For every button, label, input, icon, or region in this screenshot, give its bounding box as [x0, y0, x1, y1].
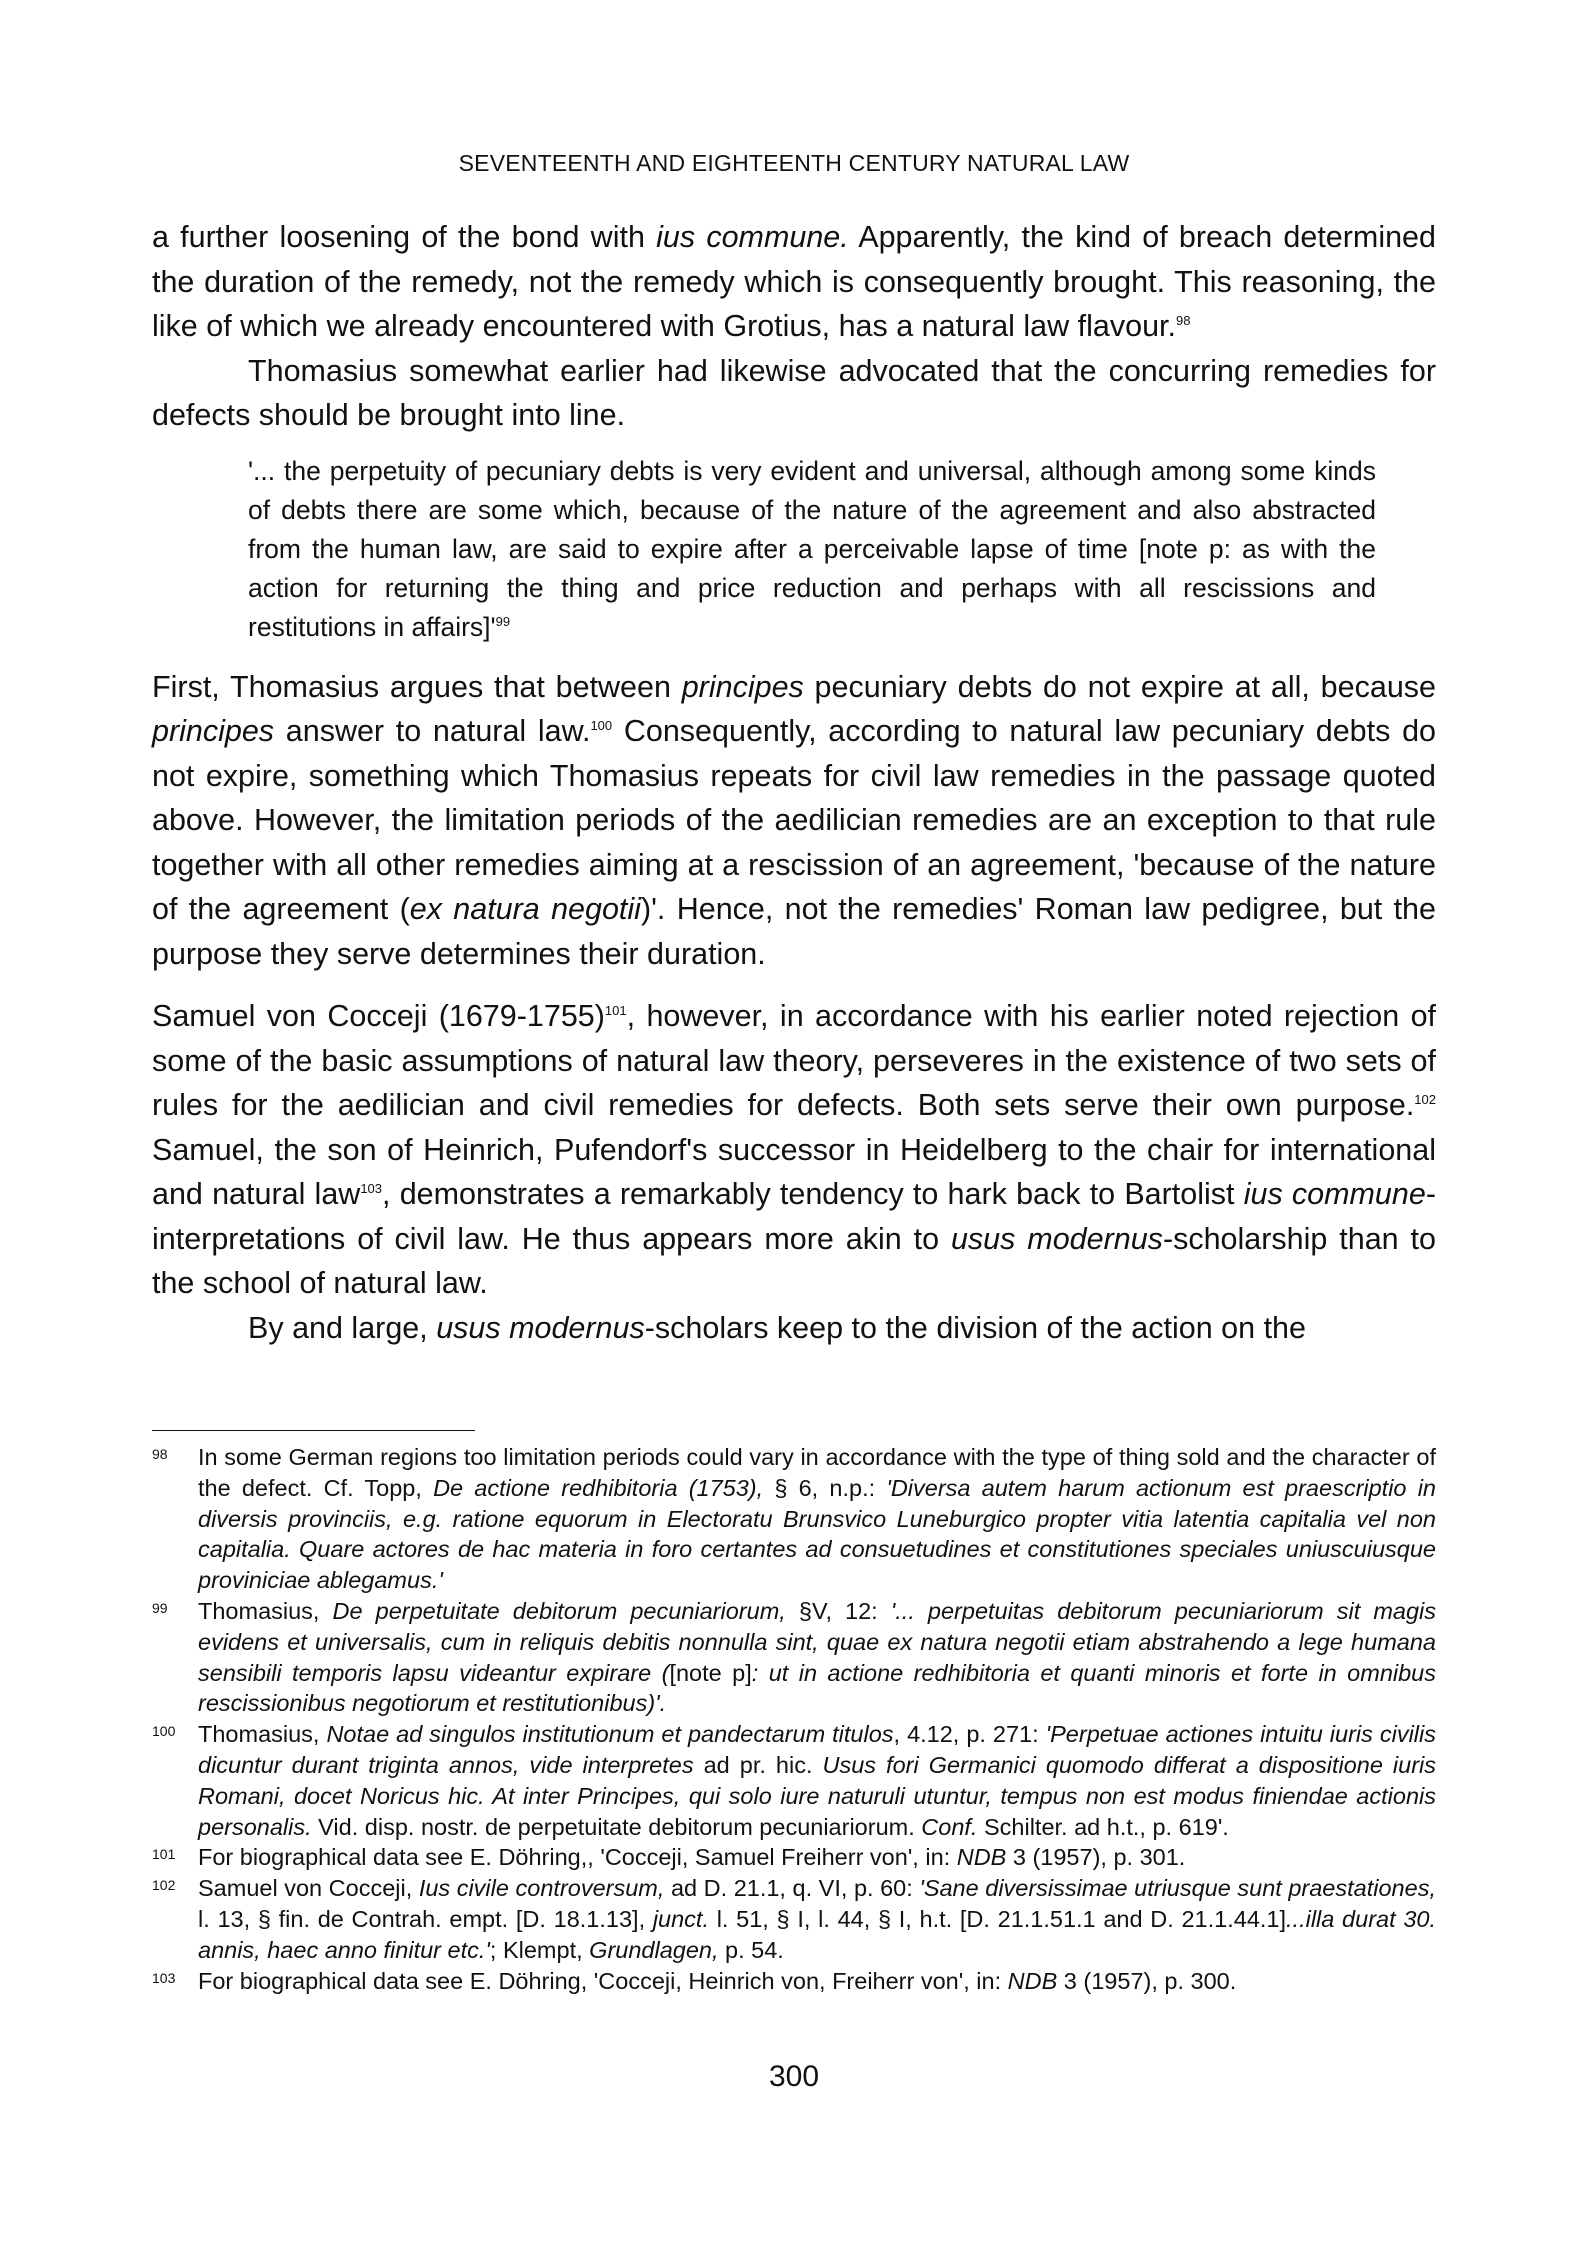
footnote-ref: 102 — [1414, 1091, 1436, 1107]
italic-text: De perpetuitate debitorum pecuniariorum, — [332, 1597, 786, 1624]
text-run: )'. Hence, not the remedies' Roman law pedigree, but the purpose they serve determines their duration. — [152, 892, 1436, 971]
italic-text: Grundlagen, — [589, 1936, 719, 1963]
italic-text: ius commune. — [656, 220, 849, 254]
italic-text: '... perpetuitas debitorum pecuniariorum sit magis evidens et universalis, cum in reliquis debitis nonnulla sint, quae ex natura negotii etiam abstrahendo a lege humana sensibili temporis lapsu videantur expirare ( — [198, 1597, 1437, 1686]
italic-text: 'Diversa autem harum actionum est praescriptio in diversis provinciis, e.g. ratione equorum in Electoratu Brunsvico Luneburgico propter vitia latentia capitalia vel non capitalia. Quare actores de hac materia in foro certantes ad consuetudines et constitutiones speciales uniuscuiusque proviniciae ablegamus.' — [198, 1474, 1436, 1594]
footnote-number: 101 — [152, 1846, 176, 1863]
text-run: Vid. disp. nostr. de perpetuitate debitorum pecuniariorum. — [311, 1813, 922, 1840]
text-run: For biographical data see E. Döhring,, 'Cocceji, Samuel Freiherr von', in: — [198, 1844, 957, 1871]
italic-text: usus modernus — [436, 1310, 645, 1345]
text-run: ad D. 21.1, q. VI, p. 60: — [664, 1875, 920, 1902]
footnote — [152, 1966, 1436, 1997]
italic-text: junct. — [652, 1905, 709, 1932]
text-run: Thomasius, — [198, 1721, 327, 1748]
running-header: SEVENTEENTH AND EIGHTEENTH CENTURY NATURAL LAW — [458, 150, 1130, 176]
footnote-number: 102 — [152, 1877, 176, 1894]
italic-text: Usus fori Germanici quomodo differat a dispositione iuris Romani, docet Noricus hic. At inter Principes, qui solo iure naturuli utuntur, tempus non est modus finiendae actionis personalis. — [198, 1751, 1437, 1840]
text-run: § 6, n.p.: — [763, 1474, 887, 1501]
text-run: ; Klempt, — [489, 1936, 590, 1963]
main-text — [152, 215, 1436, 1350]
italic-text: 'Perpetuae actiones intuitu iuris civilis dicuntur durant triginta annos, vide interpretes — [198, 1721, 1436, 1778]
italic-text: : ut in actione redhibitoria et quanti minoris et forte in omnibus rescissionibus negotiorum et restitutionibus)'. — [198, 1659, 1436, 1717]
text-run: answer to natural law. — [274, 714, 591, 748]
footnote — [152, 1873, 1436, 1965]
footnote-ref: 103 — [360, 1180, 383, 1196]
page-number: 300 — [768, 2060, 820, 2093]
paragraph — [152, 349, 1436, 438]
text-run: -scholarship than to the school of natural law. — [152, 1221, 1436, 1300]
text-run: , however, in accordance with his earlier noted rejection of some of the basic assumptions of natural law theory, perseveres in the existence of two sets of rules for the aedilician and civil remedies for defects. Both sets serve their own purpose. — [152, 999, 1437, 1122]
text-run: Schilter. ad h.t., p. 619'. — [977, 1813, 1229, 1840]
italic-text: Ius civile controversum, — [418, 1875, 665, 1902]
text-run: -scholars keep to the division of the action on the — [644, 1310, 1306, 1345]
text-run: l. 51, § I, l. 44, § I, h.t. [D. 21.1.51.1 and D. 21.1.44.1] — [708, 1905, 1287, 1932]
text-run: l. 13, § fin. de Contrah. empt. [D. 18.1.13], — [198, 1905, 653, 1932]
footnote-number: 99 — [152, 1599, 168, 1616]
italic-text: 'Sane diversissimae utriusque sunt praestationes, — [919, 1875, 1436, 1902]
paragraph — [152, 994, 1436, 1306]
text-run: -interpretations of civil law. He thus appears more akin to — [152, 1177, 1436, 1256]
text-run: Consequently, according to natural law pecuniary debts do not expire, something which Thomasius repeats for civil law remedies in the passage quoted above. However, the limitation periods of the aedilician remedies are an exception to that rule together with all other remedies aiming at a rescission of an agreement, 'because of the nature of the agreement ( — [152, 714, 1436, 926]
italic-text: usus modernus — [950, 1221, 1163, 1256]
text-run: [note p] — [669, 1659, 752, 1686]
text-run: '... the perpetuity of pecuniary debts is very evident and universal, although among some kinds of debts there are some which, because of the nature of the agreement and also abstracted from the human law, are said to expire after a perceivable lapse of time [note p: as with the action for returning the thing and price reduction and perhaps with all rescissions and restitutions in affairs]' — [248, 455, 1376, 642]
footnotes — [152, 1442, 1436, 1996]
text-run: Samuel von Cocceji, — [198, 1875, 419, 1902]
italic-text: NDB — [1007, 1967, 1058, 1994]
text-run: Samuel von Cocceji (1679-1755) — [152, 999, 605, 1033]
italic-text: ius commune — [1243, 1177, 1426, 1211]
footnote-text — [198, 1966, 1436, 1997]
italic-text: ex natura negotii — [409, 892, 641, 926]
text-run: a further loosening of the bond with — [152, 220, 657, 254]
footnote — [152, 1442, 1436, 1596]
italic-text: De actione redhibitoria (1753), — [433, 1474, 764, 1501]
text-run: For biographical data see E. Döhring, 'Cocceji, Heinrich von, Freiherr von', in: — [198, 1967, 1008, 1994]
text-run: 3 (1957), p. 300. — [1057, 1967, 1237, 1994]
text-run: Apparently, the kind of breach determined the duration of the remedy, not the remedy which is consequently brought. This reasoning, the like of which we already encountered with Grotius, has a natural law flavour. — [152, 220, 1436, 343]
text-run: In some German regions too limitation periods could vary in accordance with the type of thing sold and the character of the defect. Cf. Topp, — [198, 1444, 1436, 1501]
footnote-number: 100 — [152, 1723, 176, 1740]
italic-text: Conf. — [921, 1813, 978, 1840]
text-run: §V, 12: — [785, 1597, 891, 1624]
footnote-ref: 98 — [1175, 312, 1191, 328]
text-run: , demonstrates a remarkably tendency to hark back to Bartolist — [382, 1177, 1244, 1211]
text-run: Thomasius, — [198, 1597, 333, 1624]
footnote — [152, 1842, 1436, 1873]
footnote-text — [198, 1842, 1436, 1873]
text-run: Thomasius somewhat earlier had likewise advocated that the concurring remedies for defects should be brought into line. — [152, 353, 1436, 432]
text-run: ad pr. hic. — [693, 1751, 823, 1778]
text-run: pecuniary debts do not expire at all, because — [803, 669, 1436, 704]
text-run: , 4.12, p. 271: — [893, 1721, 1046, 1748]
footnote — [152, 1596, 1436, 1719]
footnote-ref: 101 — [604, 1002, 627, 1018]
text-run: By and large, — [248, 1310, 437, 1345]
text-run: p. 54. — [718, 1936, 784, 1963]
footnote-ref: 100 — [590, 717, 613, 733]
footnote-text — [198, 1719, 1436, 1842]
text-run: 3 (1957), p. 301. — [1006, 1844, 1186, 1871]
footnote-text — [198, 1596, 1436, 1719]
text-run: First, Thomasius argues that between — [152, 669, 682, 704]
footnote-text — [198, 1873, 1436, 1965]
footnote — [152, 1719, 1436, 1842]
paragraph — [152, 215, 1436, 349]
italic-text: principes — [152, 714, 275, 748]
footnote-text — [198, 1442, 1436, 1596]
text-run: Samuel, the son of Heinrich, Pufendorf's successor in Heidelberg to the chair for international and natural law — [152, 1132, 1436, 1211]
footnote-number: 103 — [152, 1969, 176, 1986]
italic-text: principes — [681, 669, 804, 704]
paragraph — [152, 665, 1436, 977]
italic-text: ...illa durat 30. annis, haec anno finitur etc.' — [198, 1905, 1436, 1963]
block-quote — [248, 452, 1376, 647]
footnote-separator — [152, 1430, 475, 1431]
italic-text: NDB — [956, 1844, 1007, 1871]
italic-text: Notae ad singulos institutionum et pandectarum titulos — [326, 1721, 894, 1748]
footnote-ref: 99 — [495, 613, 511, 629]
paragraph — [152, 1306, 1436, 1351]
footnote-number: 98 — [152, 1446, 168, 1462]
